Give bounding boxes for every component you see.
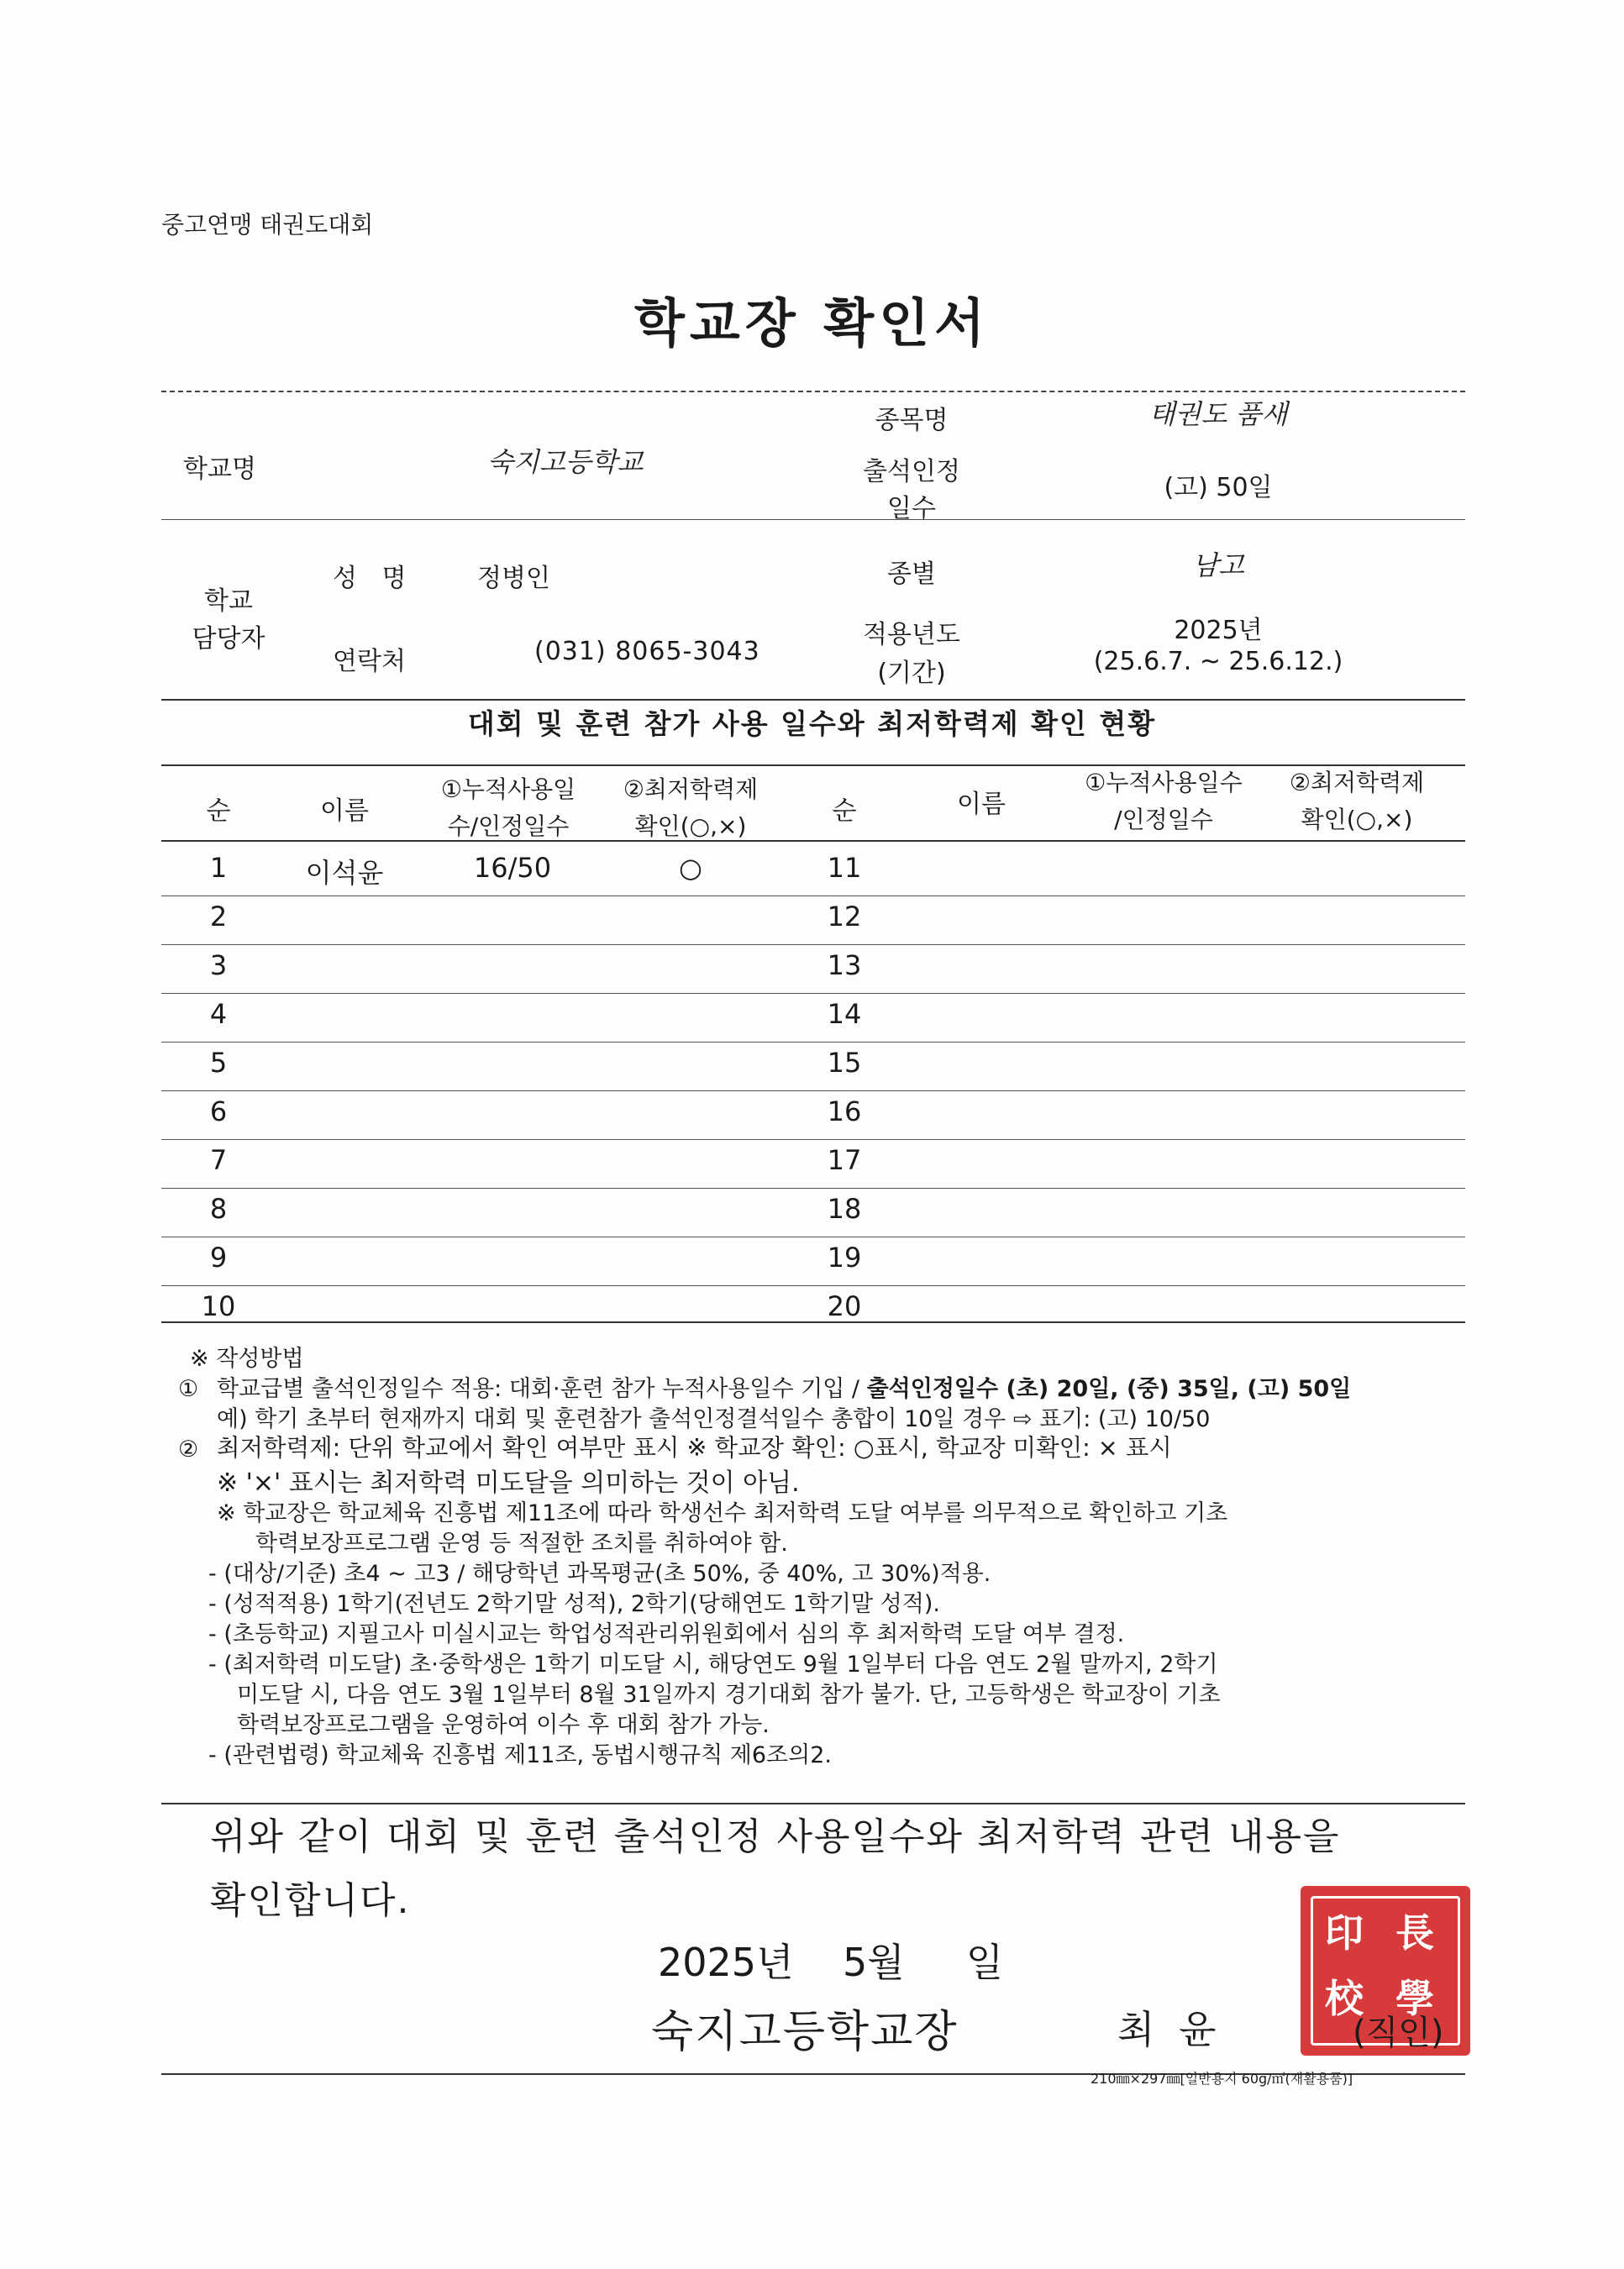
notes-heading: ※ 작성방법 xyxy=(190,1346,304,1372)
info-top-line xyxy=(161,391,1465,392)
school-label: 학교명 xyxy=(183,454,256,484)
col-header-days-right-1: ①누적사용일수 xyxy=(1085,769,1243,796)
year-label-2: (기간) xyxy=(877,659,946,688)
school-value: 숙지고등학교 xyxy=(487,446,644,478)
seal-glyph-1: 印 xyxy=(1325,1910,1364,1956)
col-header-check-left-2: 확인(○,×) xyxy=(634,812,747,840)
note-2-line-3: ※ 학교장은 학교체육 진흥법 제11조에 따라 학생선수 최저학력 도달 여부를 의무적으로 확인하고 기초 xyxy=(217,1500,1228,1526)
note-1-line-1-b: 출석인정일수 (초) 20일, (중) 35일, (고) 50일 xyxy=(866,1376,1352,1402)
row-divider xyxy=(161,993,1465,994)
year-value: 2025년 xyxy=(1174,616,1263,645)
year-label-1: 적용년도 xyxy=(863,620,960,649)
confirm-line-1: 위와 같이 대회 및 훈련 출석인정 사용일수와 최저학력 관련 내용을 xyxy=(210,1815,1341,1858)
info-bottom-line xyxy=(161,699,1465,701)
name-value: 정병인 xyxy=(477,564,550,593)
col-header-no-right: 순 xyxy=(832,796,857,826)
section-title: 대회 및 훈련 참가 사용 일수와 최저학력제 확인 현황 xyxy=(467,707,1157,740)
row-no-left: 8 xyxy=(209,1193,228,1225)
detail-2: - (성적적용) 1학기(전년도 2학기말 성적), 2학기(당해연도 1학기말 성적). xyxy=(208,1591,940,1617)
row-no-left: 4 xyxy=(209,998,228,1030)
col-header-days-left-1: ①누적사용일 xyxy=(440,775,576,803)
detail-5: - (관련법령) 학교체육 진흥법 제11조, 동법시행규칙 제6조의2. xyxy=(208,1742,832,1768)
manager-label-1: 학교 xyxy=(204,586,253,616)
col-header-check-right-2: 확인(○,×) xyxy=(1301,806,1413,833)
gender-value: 남고 xyxy=(1192,549,1244,581)
seal-glyph-2: 長 xyxy=(1395,1910,1434,1956)
contact-value: (031) 8065-3043 xyxy=(534,637,760,666)
row-divider xyxy=(161,1285,1465,1286)
attendance-label-2: 일수 xyxy=(887,494,936,523)
row-divider xyxy=(161,1188,1465,1189)
note-1-line-1 xyxy=(217,1374,1351,1405)
detail-4-line-3: 학력보장프로그램을 운영하여 이수 후 대회 참가 가능. xyxy=(237,1712,770,1738)
row-no-right: 16 xyxy=(827,1095,862,1127)
row-no-left: 7 xyxy=(209,1144,228,1176)
row-name: 이석윤 xyxy=(305,857,384,889)
note-2-line-1: 최저학력제: 단위 학교에서 확인 여부만 표시 ※ 학교장 확인: ○표시, 학교장 미확인: × 표시 xyxy=(217,1434,1172,1462)
row-no-right: 17 xyxy=(827,1144,862,1176)
col-header-name-left: 이름 xyxy=(320,796,369,826)
note-1-line-1-a: 학교급별 출석인정일수 적용: 대회·훈련 참가 누적사용일수 기입 / xyxy=(217,1376,867,1402)
attendance-label-1: 출석인정 xyxy=(863,457,960,486)
attendance-value: (고) 50일 xyxy=(1164,473,1273,502)
row-no-right: 20 xyxy=(827,1290,862,1322)
row-no-left: 2 xyxy=(209,901,228,932)
row-no-right: 19 xyxy=(827,1242,862,1274)
col-header-name-right: 이름 xyxy=(957,790,1006,819)
confirm-line-2: 확인합니다. xyxy=(210,1879,411,1922)
row-no-left: 1 xyxy=(209,852,228,884)
row-divider xyxy=(161,1139,1465,1140)
col-header-check-left-1: ②최저학력제 xyxy=(623,775,759,803)
seal-label: (직인) xyxy=(1353,2014,1444,2052)
gender-label: 종별 xyxy=(887,559,936,589)
row-days: 16/50 xyxy=(473,852,552,884)
row-no-right: 13 xyxy=(827,949,862,981)
confirm-date: 2025년 5월 일 xyxy=(658,1940,1004,1985)
detail-1: - (대상/기준) 초4 ~ 고3 / 해당학년 과목평균(초 50%, 중 40%, 고 30%)적용. xyxy=(208,1561,991,1587)
name-label: 성 명 xyxy=(333,564,407,593)
row-no-left: 5 xyxy=(209,1047,228,1079)
event-value: 태권도 품새 xyxy=(1148,398,1288,430)
organization-label: 중고연맹 태권도대회 xyxy=(161,211,374,239)
detail-3: - (초등학교) 지필고사 미실시교는 학업성적관리위원회에서 심의 후 최저학력 도달 여부 결정. xyxy=(208,1621,1125,1647)
table-bottom-line xyxy=(161,1321,1465,1323)
col-header-no-left: 순 xyxy=(206,796,231,826)
row-no-left: 10 xyxy=(201,1290,236,1322)
row-no-left: 9 xyxy=(209,1242,228,1274)
note-1-line-2: 예) 학기 초부터 현재까지 대회 및 훈련참가 출석인정결석일수 총합이 10일 경우 ⇨ 표기: (고) 10/50 xyxy=(217,1406,1211,1432)
seal-glyph-3: 校 xyxy=(1325,1976,1364,2021)
row-divider xyxy=(161,1042,1465,1043)
note-1-mark: ① xyxy=(178,1376,199,1402)
detail-4-line-1: - (최저학력 미도달) 초·중학생은 1학기 미도달 시, 해당연도 9월 1일부터 다음 연도 2월 말까지, 2학기 xyxy=(208,1652,1218,1678)
row-no-right: 18 xyxy=(827,1193,862,1225)
col-header-days-left-2: 수/인정일수 xyxy=(447,812,570,840)
period-value: (25.6.7. ~ 25.6.12.) xyxy=(1093,647,1343,676)
info-mid-line xyxy=(161,519,1465,520)
principal-title: 숙지고등학교장 xyxy=(651,2007,959,2057)
row-divider xyxy=(161,1090,1465,1091)
manager-label-2: 담당자 xyxy=(192,624,265,654)
note-2-line-4: 학력보장프로그램 운영 등 적절한 조치를 취하여야 함. xyxy=(255,1531,788,1557)
row-check: ○ xyxy=(679,852,702,884)
note-2-mark: ② xyxy=(178,1437,199,1463)
seal-glyph-4: 學 xyxy=(1395,1976,1434,2021)
notes-bottom-line xyxy=(161,1803,1465,1804)
row-divider xyxy=(161,944,1465,945)
page-title: 학교장 확인서 xyxy=(634,292,990,354)
row-no-right: 15 xyxy=(827,1047,862,1079)
row-no-left: 3 xyxy=(209,949,228,981)
detail-4-line-2: 미도달 시, 다음 연도 3월 1일부터 8월 31일까지 경기대회 참가 불가. 단, 고등학생은 학교장이 기초 xyxy=(237,1682,1221,1708)
event-label: 종목명 xyxy=(875,406,949,435)
row-no-right: 14 xyxy=(827,998,862,1030)
table-header-line xyxy=(161,840,1465,842)
paper-spec: 210㎜×297㎜[일반용지 60g/㎡(재활용품)] xyxy=(1091,2071,1353,2087)
row-no-right: 11 xyxy=(827,852,862,884)
note-2-line-2: ※ '×' 표시는 최저학력 미도달을 의미하는 것이 아님. xyxy=(217,1468,800,1498)
col-header-days-right-2: /인정일수 xyxy=(1114,806,1213,833)
row-no-right: 12 xyxy=(827,901,862,932)
row-no-left: 6 xyxy=(209,1095,228,1127)
contact-label: 연락처 xyxy=(333,647,406,676)
principal-name: 최 윤 xyxy=(1117,2007,1217,2052)
col-header-check-right-1: ②최저학력제 xyxy=(1289,769,1425,796)
